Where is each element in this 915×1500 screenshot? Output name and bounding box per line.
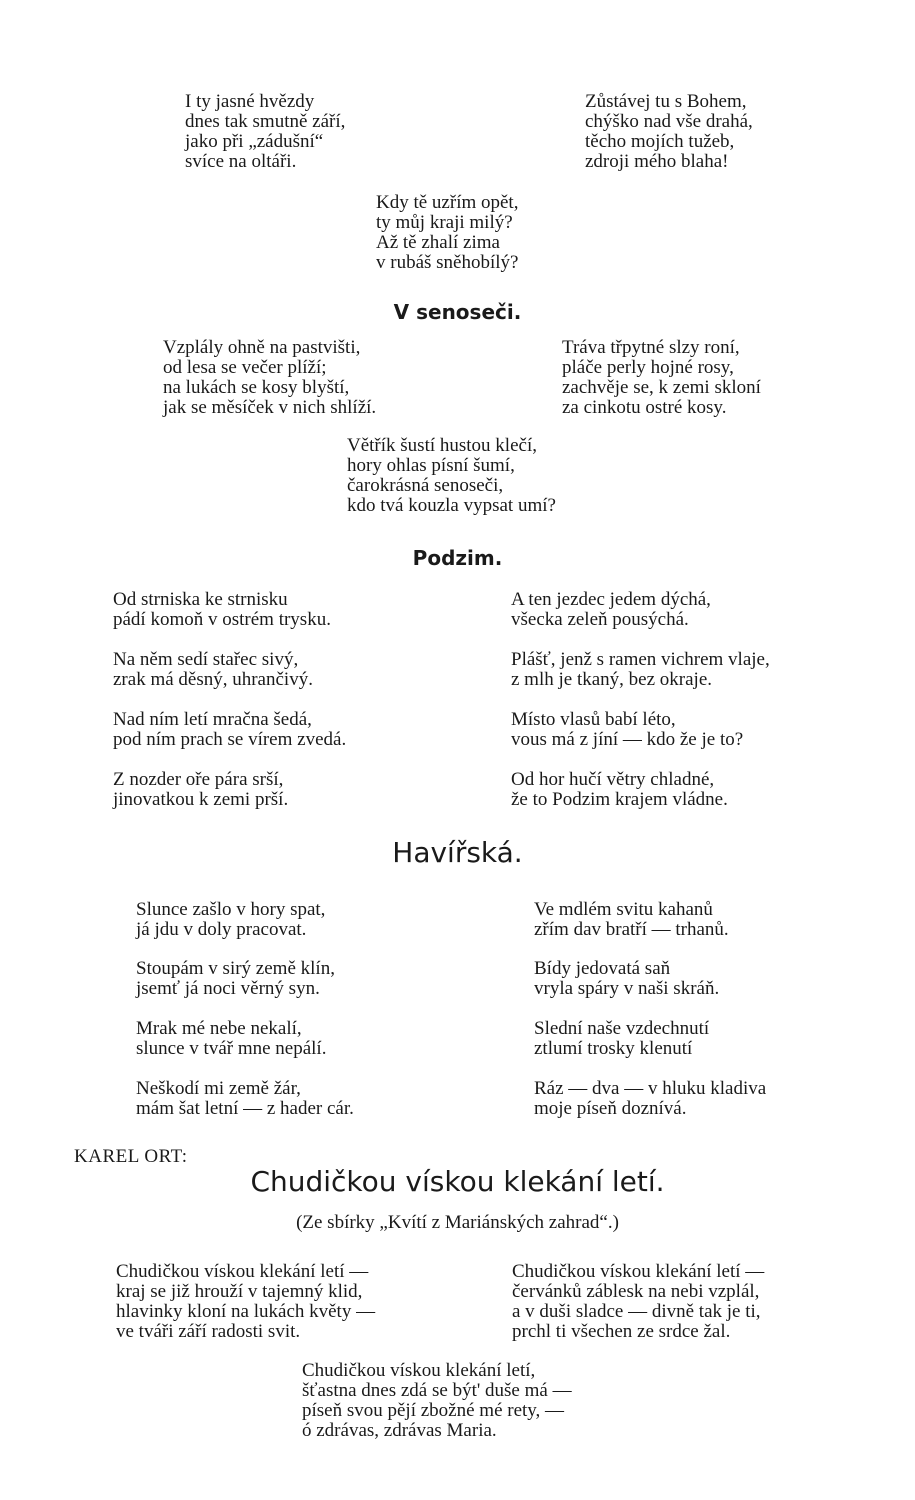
verse-line: Vzplály ohně na pastvišti, [163,337,361,358]
poem1-stanza-b [585,92,753,172]
podzim-couplet-left-4 [113,770,288,810]
verse-line: moje píseň doznívá. [534,1098,687,1119]
podzim-couplet-right-4 [511,770,728,810]
verse-line: jsemť já noci věrný syn. [136,978,320,999]
verse-line: hory ohlas písní šumí, [347,455,515,476]
senoseci-stanza-a [163,338,376,418]
verse-line: Nad ním letí mračna šedá, [113,709,312,730]
verse-line: Až tě zhalí zima [376,232,500,253]
havirska-couplet-left-1 [136,900,325,940]
verse-line: pádí komoň v ostrém trysku. [113,609,331,630]
havirska-couplet-left-3 [136,1019,326,1059]
verse-line: dnes tak smutně září, [185,111,346,132]
verse-line: Od strniska ke strnisku [113,589,288,610]
verse-line: pod ním prach se vírem zvedá. [113,729,347,750]
poem-title-chudickou: Chudičkou vískou klekání letí. [250,1165,665,1198]
verse-line: A ten jezdec jedem dýchá, [511,589,711,610]
poem-subtitle: (Ze sbírky „Kvítí z Mariánských zahrad“.) [296,1212,619,1233]
verse-line: za cinkotu ostré kosy. [562,397,727,418]
verse-line: Z nozder oře pára srší, [113,769,284,790]
verse-line: Větřík šustí hustou klečí, [347,435,537,456]
podzim-couplet-left-3 [113,710,346,750]
verse-line: jinovatkou k zemi prší. [113,789,289,810]
verse-line: Od hor hučí větry chladné, [511,769,715,790]
podzim-couplet-right-3 [511,710,743,750]
verse-line: Místo vlasů babí léto, [511,709,676,730]
havirska-couplet-right-4 [534,1079,766,1119]
verse-line: Ve mdlém svitu kahanů [534,899,713,920]
verse-line: Zůstávej tu s Bohem, [585,91,747,112]
verse-line: ty můj kraji milý? [376,212,513,233]
verse-line: z mlh je tkaný, bez okraje. [511,669,713,690]
verse-line: jako při „zádušní“ [185,131,324,152]
verse-line: zdroji mého blaha! [585,151,729,172]
senoseci-stanza-b [562,338,761,418]
verse-line: jak se měsíček v nich shlíží. [163,397,377,418]
verse-line: Ráz — dva — v hluku kladiva [534,1078,767,1099]
verse-line: šťastna dnes zdá se být' duše má — [302,1380,572,1401]
verse-line: Stoupám v sirý země klín, [136,958,335,979]
verse-line: Bídy jedovatá saň [534,958,671,979]
verse-line: kdo tvá kouzla vypsat umí? [347,495,556,516]
verse-line: svíce na oltáři. [185,151,297,172]
verse-line: já jdu v doly pracovat. [136,919,307,940]
verse-line: pláče perly hojné rosy, [562,357,734,378]
verse-line: Chudičkou vískou klekání letí, [302,1360,536,1381]
verse-line: zachvěje se, k zemi skloní [562,377,761,398]
chudickou-stanza-b [512,1262,764,1342]
havirska-couplet-left-4 [136,1079,354,1119]
verse-line: zrak má děsný, uhrančivý. [113,669,313,690]
verse-line: Chudičkou vískou klekání letí — [116,1261,369,1282]
chudickou-stanza-c [302,1361,572,1441]
verse-line: na lukách se kosy blyští, [163,377,350,398]
havirska-couplet-left-2 [136,959,335,999]
verse-line: od lesa se večer plíží; [163,357,327,378]
verse-line: chýško nad vše drahá, [585,111,753,132]
poem-title-podzim: Podzim. [412,546,503,570]
verse-line: ztlumí trosky klenutí [534,1038,693,1059]
verse-line: a v duši sladce — divně tak je ti, [512,1301,761,1322]
verse-line: vryla spáry v naši skráň. [534,978,720,999]
senoseci-stanza-c [347,436,556,516]
verse-line: vous má z jíní — kdo že je to? [511,729,744,750]
verse-line: Slunce zašlo v hory spat, [136,899,326,920]
verse-line: zřím dav bratří — trhanů. [534,919,729,940]
verse-line: píseň svou pějí zbožné mé rety, — [302,1400,565,1421]
poem1-stanza-a [185,92,345,172]
chudickou-stanza-a [116,1262,375,1342]
verse-line: červánků záblesk na nebi vzplál, [512,1281,760,1302]
verse-line: ó zdrávas, zdrávas Maria. [302,1420,497,1441]
poem-title-havirska: Havířská. [392,836,523,869]
verse-line: Slední naše vzdechnutí [534,1018,710,1039]
podzim-couplet-right-2 [511,650,770,690]
verse-line: mám šat letní — z hader cár. [136,1098,354,1119]
verse-line: ve tváři září radosti svit. [116,1321,301,1342]
verse-line: Tráva třpytné slzy roní, [562,337,740,358]
author-name: KAREL ORT: [74,1146,188,1167]
verse-line: prchl ti všechen ze srdce žal. [512,1321,731,1342]
havirska-couplet-right-1 [534,900,729,940]
verse-line: slunce v tvář mne nepálí. [136,1038,327,1059]
verse-line: Kdy tě uzřím opět, [376,192,519,213]
havirska-couplet-right-2 [534,959,719,999]
verse-line: I ty jasné hvězdy [185,91,315,112]
verse-line: Neškodí mi země žár, [136,1078,301,1099]
poem1-stanza-c [376,193,518,273]
havirska-couplet-right-3 [534,1019,709,1059]
verse-line: těcho mojích tužeb, [585,131,735,152]
poem-title-senoseci: V senoseči. [393,300,522,324]
verse-line: kraj se již hrouží v tajemný klid, [116,1281,363,1302]
verse-line: Chudičkou vískou klekání letí — [512,1261,765,1282]
verse-line: čarokrásná senoseči, [347,475,504,496]
verse-line: Mrak mé nebe nekalí, [136,1018,302,1039]
verse-line: hlavinky kloní na lukách květy — [116,1301,376,1322]
verse-line: že to Podzim krajem vládne. [511,789,728,810]
verse-line: v rubáš sněhobílý? [376,252,519,273]
podzim-couplet-left-1 [113,590,331,630]
verse-line: všecka zeleň pousýchá. [511,609,689,630]
podzim-couplet-right-1 [511,590,711,630]
podzim-couplet-left-2 [113,650,313,690]
verse-line: Plášť, jenž s ramen vichrem vlaje, [511,649,770,670]
verse-line: Na něm sedí stařec sivý, [113,649,299,670]
